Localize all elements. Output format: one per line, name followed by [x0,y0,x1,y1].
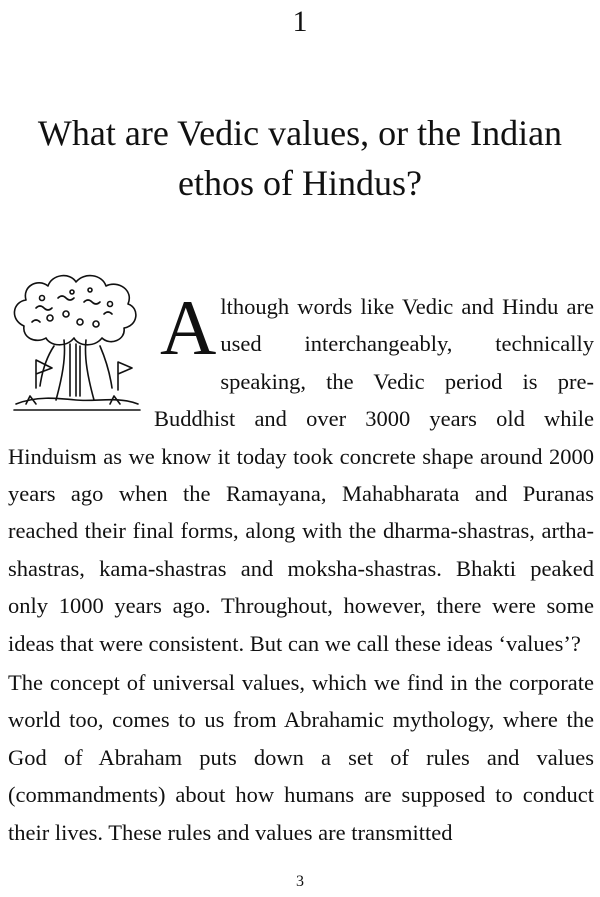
body-text [8,284,594,851]
paragraph-2-text: The concept of universal values, which we find in the corporate world too, comes to us from Abrahamic mythology, where the God of Abraham puts down a set of rules and values (commandments) about how humans are supposed to conduct their lives. These rules and values are transmitted [8,670,594,845]
paragraph-1-text: lthough words like Vedic and Hindu are used interchangeably, technically speaking, the Vedic period is pre-Buddhist and over 3000 years old while Hinduism as we know it today took concrete shape around 2000 years ago when the Ramayana, Mahabharata and Puranas reached their final forms, along with the dharma-shastras, artha-shastras, kama-shastras and moksha-shastras. Bhakti peaked only 1000 years ago. Throughout, however, there were some ideas that were consistent. But can we call these ideas ‘values’? [8,294,594,656]
chapter-title [0,108,600,208]
paragraph-2 [8,664,594,851]
chapter-title-text: What are Vedic values, or the Indian ethos of Hindus? [37,113,563,203]
drop-cap: A [160,284,217,371]
chapter-number: 1 [292,5,308,38]
paragraph-1 [8,284,594,662]
page-number: 3 [296,873,304,890]
drop-cap-spacer [8,288,154,428]
